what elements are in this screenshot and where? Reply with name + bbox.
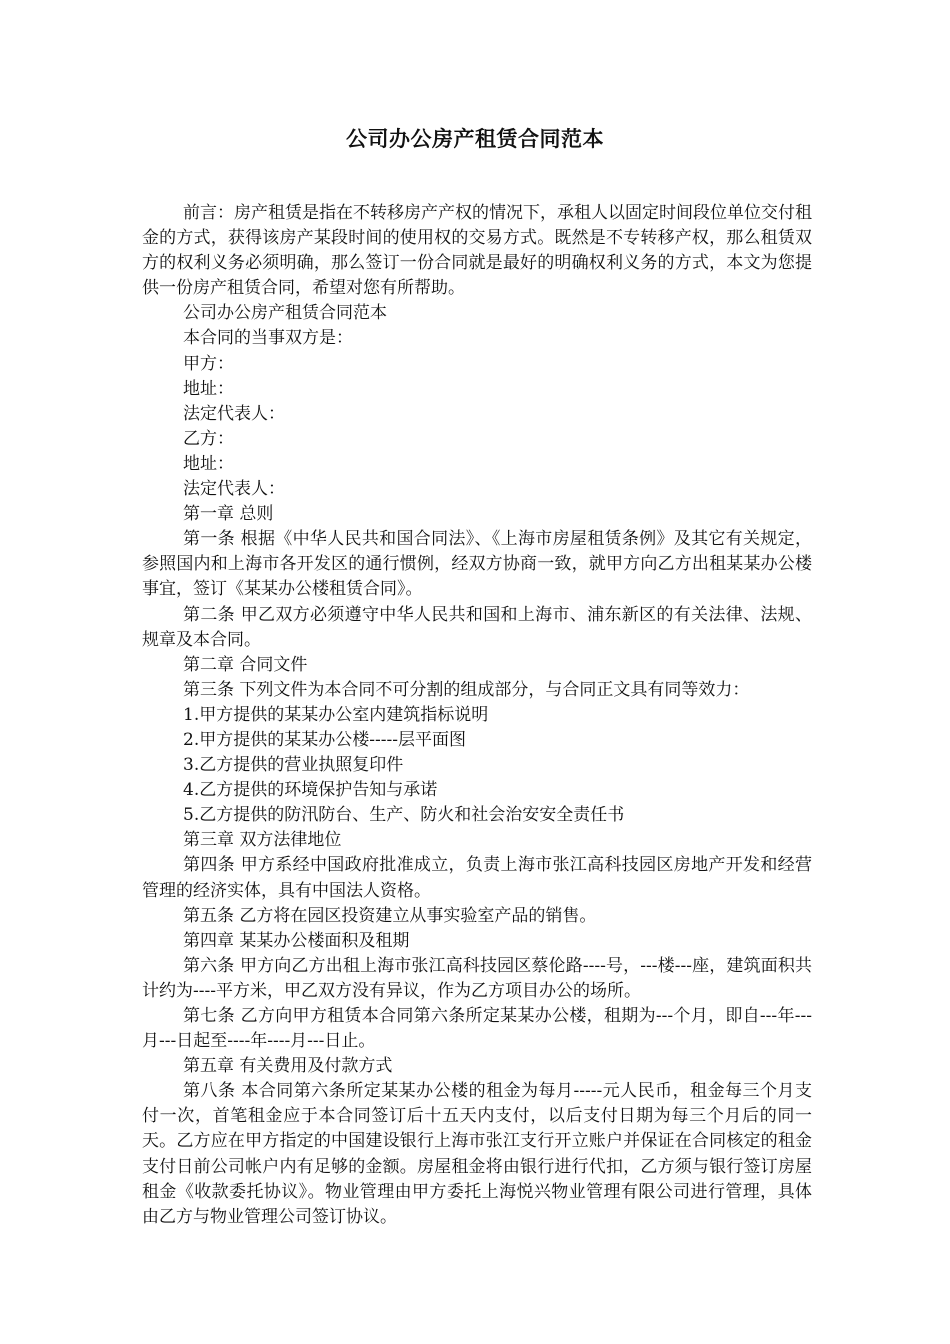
article-paragraph: 第六条 甲方向乙方出租上海市张江高科技园区蔡伦路----号，---楼---座，建筑面积共计约为----平方米，甲乙双方没有异议，作为乙方项目办公的场所。 [142,955,812,1001]
document-title: 公司办公房产租赁合同范本 [346,126,604,151]
list-item: 4.乙方提供的环境保护告知与承诺 [183,780,438,801]
list-item: 5.乙方提供的防汛防台、生产、防火和社会治安安全责任书 [183,805,625,826]
party-b-representative-field: 法定代表人： [183,479,285,500]
chapter-heading: 第二章 合同文件 [183,654,308,675]
party-a-field: 甲方： [183,353,234,374]
party-a-address-field: 地址： [183,378,234,399]
party-a-representative-field: 法定代表人： [183,403,285,424]
article-paragraph: 第三条 下列文件为本合同不可分割的组成部分，与合同正文具有同等效力： [183,679,750,700]
article-paragraph: 第二条 甲乙双方必须遵守中华人民共和国和上海市、浦东新区的有关法律、法规、规章及本合同。 [142,604,812,650]
list-item: 3.乙方提供的营业执照复印件 [183,755,404,776]
party-b-address-field: 地址： [183,453,234,474]
chapter-heading: 第五章 有关费用及付款方式 [183,1056,393,1077]
article-paragraph: 第七条 乙方向甲方租赁本合同第六条所定某某办公楼，租期为---个月，即自---年---月---日起至----年----月---日止。 [142,1006,812,1052]
article-paragraph: 第四条 甲方系经中国政府批准成立，负责上海市张江高科技园区房地产开发和经营管理的经济实体，具有中国法人资格。 [142,855,812,901]
chapter-heading: 第三章 双方法律地位 [183,830,342,851]
document-body [142,201,812,1230]
party-b-field: 乙方： [183,428,234,449]
preface-paragraph: 前言：房产租赁是指在不转移房产产权的情况下，承租人以固定时间段位单位交付租金的方式，获得该房产某段时间的使用权的交易方式。既然是不专转移产权，那么租赁双方的权利义务必须明确，那么签订一份合同就是最好的明确权利义务的方式，本文为您提供一份房产租赁合同，希望对您有所帮助。 [142,203,812,299]
parties-intro: 本合同的当事双方是： [183,328,353,349]
article-paragraph: 第五条 乙方将在园区投资建立从事实验室产品的销售。 [183,905,597,926]
article-paragraph: 第八条 本合同第六条所定某某办公楼的租金为每月-----元人民币，租金每三个月支付一次，首笔租金应于本合同签订后十五天内支付，以后支付日期为每三个月后的同一天。乙方应在甲方指定的中国建设银行上海市张江支行开立账户并保证在合同核定的租金支付日前公司帐户内有足够的金额。房屋租金将由银行进行代扣，乙方须与银行签订房屋租金《收款委托协议》。物业管理由甲方委托上海悦兴物业管理有限公司进行管理，具体由乙方与物业管理公司签订协议。 [142,1081,812,1227]
contract-title-line: 公司办公房产租赁合同范本 [183,303,387,324]
chapter-heading: 第一章 总则 [183,504,274,525]
article-paragraph: 第一条 根据《中华人民共和国合同法》、《上海市房屋租赁条例》及其它有关规定，参照国内和上海市各开发区的通行惯例，经双方协商一致，就甲方向乙方出租某某办公楼事宜，签订《某某办公楼租赁合同》。 [142,529,812,600]
chapter-heading: 第四章 某某办公楼面积及租期 [183,930,410,951]
list-item: 1.甲方提供的某某办公室内建筑指标说明 [183,704,489,725]
list-item: 2.甲方提供的某某办公楼-----层平面图 [183,729,466,750]
